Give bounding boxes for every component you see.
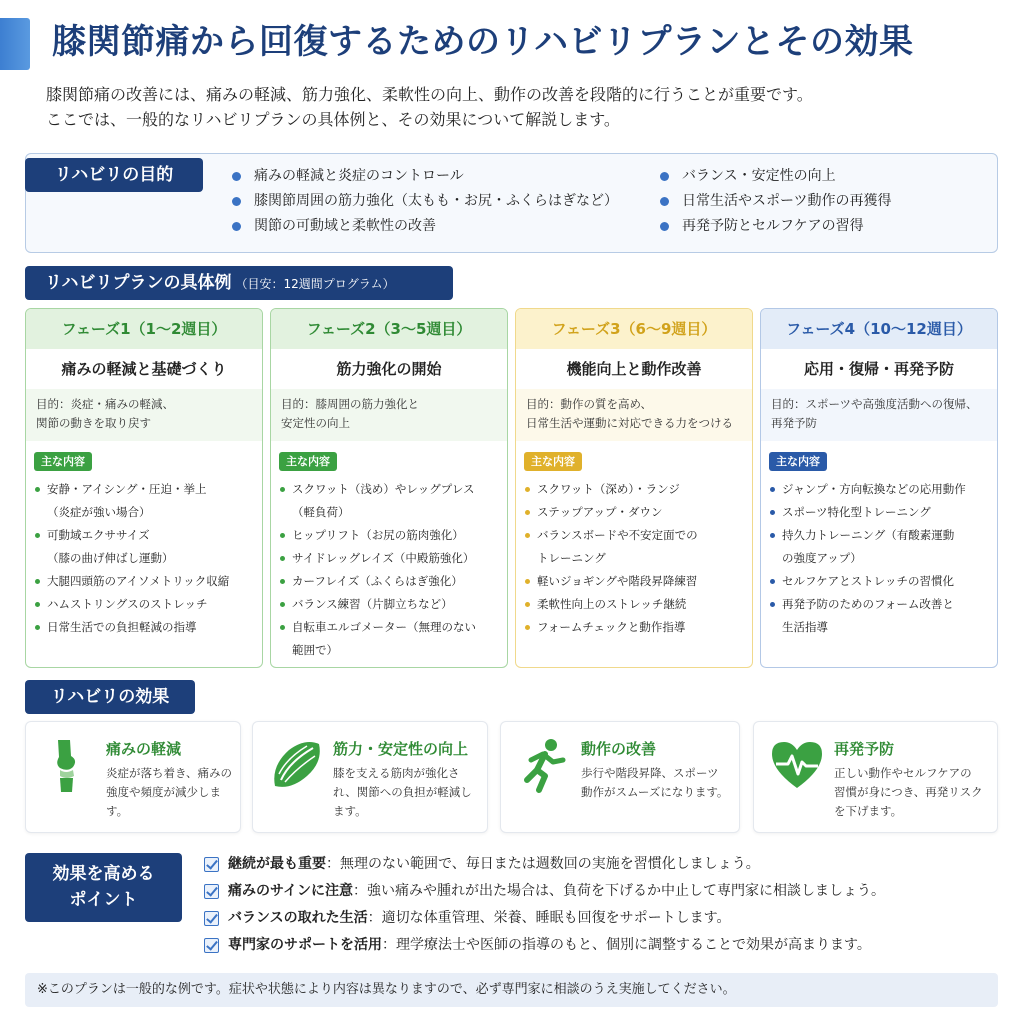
point-bold: 継続が最も重要 [228, 856, 326, 872]
phase-item-text: 再発予防のためのフォーム改善と [782, 597, 954, 611]
phase-item-sub: トレーニング [537, 551, 606, 565]
effect-desc-line: 習慣が身につき、再発リスク [834, 785, 983, 799]
purpose-item: 再発予防とセルフケアの習得 [658, 214, 891, 239]
phase-goal-line: 目的：スポーツや高強度活動への復帰、 [771, 397, 978, 411]
phase-item [770, 501, 991, 524]
phase-card-3 [515, 308, 753, 668]
point-text: ：強い痛みや腫れが出た場合は、負荷を下げるか中止して専門家に相談しましょう。 [353, 883, 886, 899]
phase-goal [26, 389, 262, 441]
checkbox-icon [204, 884, 219, 899]
phase-item-text: 自転車エルゴメーター（無理のない [292, 620, 476, 634]
phase-item-sub: （軽負荷） [292, 505, 350, 519]
phase-item [280, 478, 501, 524]
checkbox-icon [204, 857, 219, 872]
phase-goal-line: 目的：炎症・痛みの軽減、 [36, 397, 174, 411]
phase-item-sub: （炎症が強い場合） [47, 505, 151, 519]
phase-header: フェーズ2（3〜5週目） [271, 309, 507, 349]
point-item [204, 905, 885, 932]
phase-item-text: 安静・アイシング・圧迫・挙上 [47, 482, 207, 496]
phase-title: 筋力強化の開始 [336, 360, 442, 378]
phase-item-text: ヒップリフト（お尻の筋肉強化） [292, 528, 464, 542]
point-bold: バランスの取れた生活 [228, 910, 368, 926]
phase-item-text: セルフケアとストレッチの習慣化 [782, 574, 955, 588]
intro-line: ここでは、一般的なリハビリプランの具体例と、その効果について解説します。 [46, 110, 620, 129]
phase-item [35, 616, 256, 639]
phase-goal-line: 安定性の向上 [281, 416, 350, 430]
points-heading-line: 効果を高める [52, 864, 155, 884]
phase-content-list [26, 478, 262, 639]
phase-item [35, 524, 256, 570]
knee-joint-icon [40, 736, 98, 794]
phase-item [35, 478, 256, 524]
phase-item-text: 軽いジョギングや階段昇降練習 [537, 574, 698, 588]
phase-item-sub: （膝の曲げ伸ばし運動） [47, 551, 174, 565]
points-heading-line: ポイント [69, 890, 138, 910]
effect-desc-line: ます。 [333, 804, 367, 818]
purpose-item: 膝関節周囲の筋力強化（太もも・お尻・ふくらはぎなど） [230, 189, 618, 214]
purpose-item: バランス・安定性の向上 [658, 164, 891, 189]
title-accent-bar [0, 18, 30, 70]
phase-item-text: 可動域エクササイズ [47, 528, 150, 542]
phase-item [525, 478, 746, 501]
effect-desc-line: 正しい動作やセルフケアの [834, 766, 972, 780]
phase-item-text: スクワット（浅め）やレッグプレス [292, 482, 475, 496]
plan-heading-main: リハビリプランの具体例 [45, 273, 232, 293]
phase-goal [516, 389, 752, 441]
phase-item [525, 524, 746, 570]
effect-desc [106, 764, 240, 821]
running-person-icon [515, 736, 573, 794]
effect-desc-line: 歩行や階段昇降、スポーツ [581, 766, 719, 780]
point-bold: 専門家のサポートを活用 [228, 937, 382, 953]
plan-heading [25, 266, 453, 300]
phase-item [280, 547, 501, 570]
point-text: ：理学療法士や医師の指導のもと、個別に調整することで効果が高まります。 [382, 937, 871, 953]
phase-tag: 主な内容 [34, 452, 92, 471]
phase-item-text: 大腿四頭筋のアイソメトリック収縮 [47, 574, 230, 588]
phase-card-4 [760, 308, 998, 668]
point-text: ：適切な体重管理、栄養、睡眠も回復をサポートします。 [367, 910, 731, 926]
phase-goal [761, 389, 997, 441]
point-item [204, 932, 885, 959]
point-item [204, 878, 885, 905]
phase-goal [271, 389, 507, 441]
phase-header: フェーズ3（6〜9週目） [516, 309, 752, 349]
effect-desc-line: を下げます。 [834, 804, 903, 818]
phase-title: 痛みの軽減と基礎づくり [61, 360, 227, 378]
phase-item [280, 524, 501, 547]
phase-item-text: ステップアップ・ダウン [537, 505, 663, 519]
phase-content-list [271, 478, 507, 662]
intro-text [46, 82, 996, 132]
purpose-item: 関節の可動域と柔軟性の改善 [230, 214, 618, 239]
effect-desc-line: 炎症が落ち着き、痛みの [106, 766, 233, 780]
phase-content-list [516, 478, 752, 639]
phase-item [525, 616, 746, 639]
phase-item-sub: 生活指導 [782, 620, 828, 634]
phase-item-text: 日常生活での負担軽減の指導 [47, 620, 197, 634]
phase-tag: 主な内容 [769, 452, 827, 471]
intro-line: 膝関節痛の改善には、痛みの軽減、筋力強化、柔軟性の向上、動作の改善を段階的に行うことが重要です。 [46, 85, 813, 104]
phase-title: 機能向上と動作改善 [566, 360, 702, 378]
effect-title: 動作の改善 [581, 740, 657, 758]
phase-item [280, 616, 501, 662]
phase-card-1 [25, 308, 263, 668]
purpose-item: 痛みの軽減と炎症のコントロール [230, 164, 618, 189]
purpose-heading: リハビリの目的 [25, 158, 203, 192]
phase-goal-line: 再発予防 [771, 416, 817, 430]
phase-item [770, 593, 991, 639]
phase-header: フェーズ4（10〜12週目） [761, 309, 997, 349]
phase-item-text: ハムストリングスのストレッチ [47, 597, 208, 611]
point-item [204, 851, 885, 878]
phase-item-text: サイドレッグレイズ（中殿筋強化） [292, 551, 475, 565]
effect-card-strength [252, 721, 488, 833]
phase-goal-line: 目的：動作の質を高め、 [526, 397, 653, 411]
phase-item-sub: 範囲で） [292, 643, 338, 657]
effect-desc [581, 764, 728, 802]
phase-item [770, 478, 991, 501]
phase-item [35, 593, 256, 616]
phase-item-text: バランス練習（片脚立ちなど） [292, 597, 453, 611]
phase-content-list [761, 478, 997, 639]
purpose-list-right [658, 164, 891, 239]
effects-heading: リハビリの効果 [25, 680, 195, 714]
phase-goal-line: 関節の動きを取り戻す [36, 416, 151, 430]
checkbox-icon [204, 938, 219, 953]
phase-item-text: カーフレイズ（ふくらはぎ強化） [292, 574, 463, 588]
footnote: ※このプランは一般的な例です。症状や状態により内容は異なりますので、必ず専門家に相談のうえ実施してください。 [25, 973, 998, 1007]
muscle-icon [267, 736, 325, 794]
phase-item [280, 570, 501, 593]
effect-card-prevention [753, 721, 998, 833]
effect-desc-line: 動作がスムーズになります。 [581, 785, 729, 799]
purpose-item: 日常生活やスポーツ動作の再獲得 [658, 189, 891, 214]
phase-tag: 主な内容 [524, 452, 582, 471]
phase-item-text: ジャンプ・方向転換などの応用動作 [782, 482, 966, 496]
heart-pulse-icon [768, 736, 826, 794]
effect-title: 筋力・安定性の向上 [333, 740, 469, 758]
phase-item-text: フォームチェックと動作指導 [537, 620, 686, 634]
effect-card-movement [500, 721, 740, 833]
phase-header: フェーズ1（1〜2週目） [26, 309, 262, 349]
phase-tag: 主な内容 [279, 452, 337, 471]
effect-desc-line: 膝を支える筋肉が強化さ [333, 766, 460, 780]
phase-goal-line: 日常生活や運動に対応できる力をつける [526, 416, 733, 430]
phase-item-sub: の強度アップ） [782, 551, 862, 565]
phase-item [770, 570, 991, 593]
phase-title: 応用・復帰・再発予防 [803, 360, 954, 378]
effect-desc [333, 764, 472, 821]
phase-item-text: バランスボードや不安定面での [537, 528, 698, 542]
phase-item [525, 593, 746, 616]
points-heading [25, 853, 182, 922]
effect-title: 再発予防 [834, 740, 895, 758]
points-list [204, 851, 885, 959]
point-bold: 痛みのサインに注意 [228, 883, 354, 899]
point-text: ：無理のない範囲で、毎日または週数回の実施を習慣化しましょう。 [326, 856, 760, 872]
phase-item [525, 501, 746, 524]
phase-item-text: スポーツ特化型トレーニング [782, 505, 931, 519]
phase-item-text: 柔軟性向上のストレッチ継続 [537, 597, 687, 611]
phase-goal-line: 目的：膝周囲の筋力強化と [281, 397, 419, 411]
phase-item-text: スクワット（深め）・ランジ [537, 482, 680, 496]
purpose-list-left [230, 164, 618, 239]
effect-desc-line: れ、関節への負担が軽減し [333, 785, 472, 799]
effect-desc [834, 764, 983, 821]
page-title: 膝関節痛から回復するためのリハビリプランとその効果 [52, 22, 914, 62]
phase-item [525, 570, 746, 593]
effect-title: 痛みの軽減 [106, 740, 182, 758]
phase-item [770, 524, 991, 570]
phase-item-text: 持久力トレーニング（有酸素運動 [782, 528, 955, 542]
plan-heading-sub: （目安：12週間プログラム） [235, 277, 395, 291]
phase-card-2 [270, 308, 508, 668]
checkbox-icon [204, 911, 219, 926]
phase-item [35, 570, 256, 593]
effect-desc-line: 強度や頻度が減少します。 [106, 785, 221, 818]
effect-card-pain [25, 721, 241, 833]
phase-item [280, 593, 501, 616]
